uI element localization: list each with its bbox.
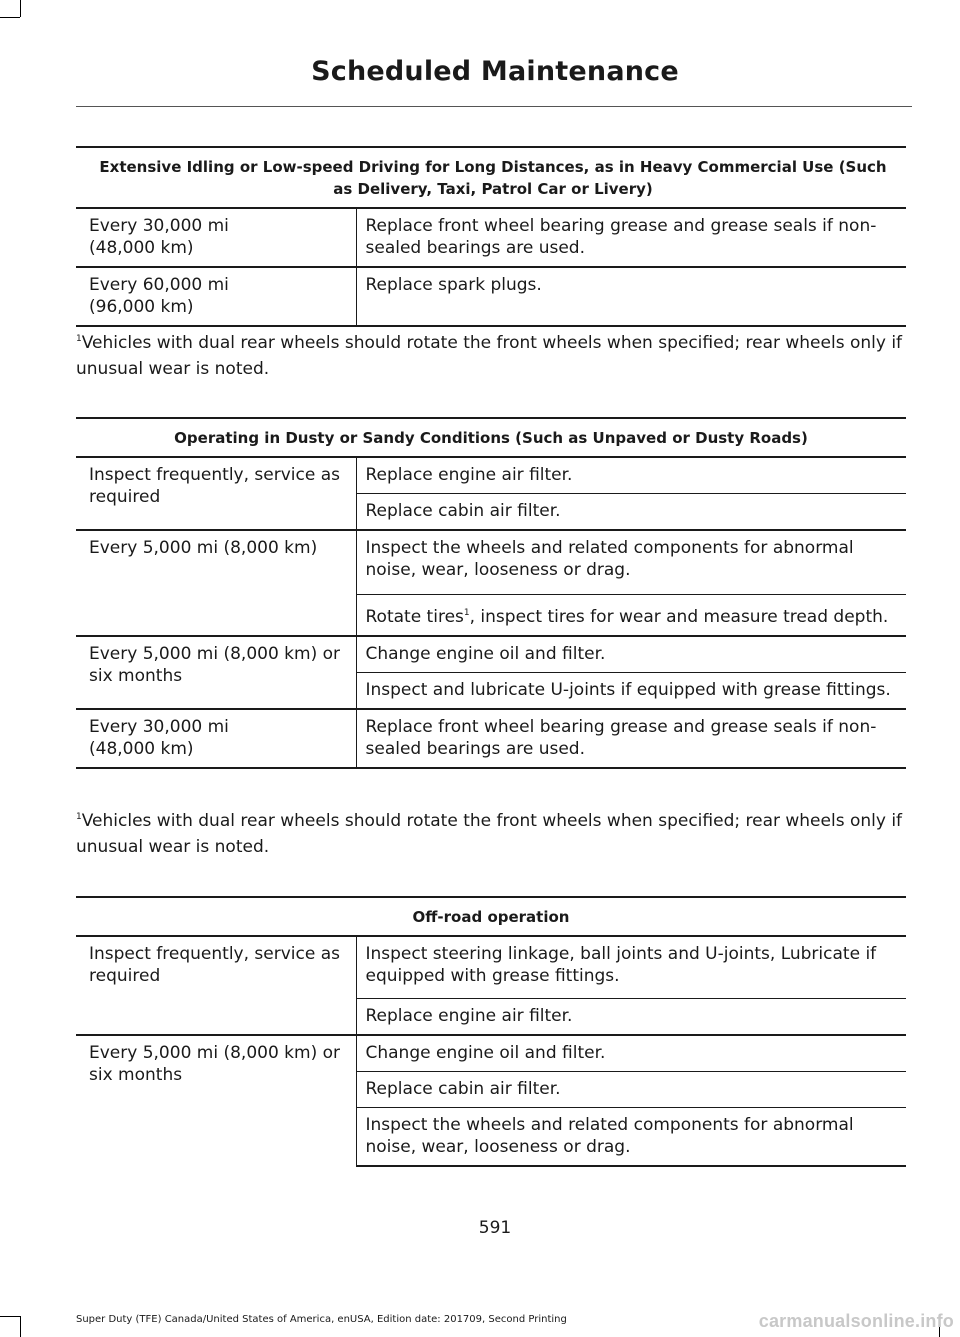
table-row [76, 457, 906, 494]
table-header-row [76, 897, 906, 936]
crop-mark [0, 1316, 20, 1317]
maintenance-table-dusty [76, 417, 906, 769]
interval-cell: Every 5,000 mi (8,000 km) or six months [89, 1043, 341, 1085]
table-row [76, 208, 906, 267]
table-header-row [76, 418, 906, 457]
page-number: 591 [478, 1218, 512, 1238]
table-row [76, 936, 906, 999]
action-cell: Inspect and lubricate U-joints if equipped with grease fittings. [356, 673, 906, 710]
crop-mark [20, 0, 21, 17]
action-cell [356, 595, 906, 637]
table-header-row [76, 147, 906, 208]
table-row [76, 530, 906, 595]
maintenance-table-offroad [76, 896, 906, 1167]
action-cell: Replace engine air filter. [356, 999, 906, 1036]
action-cell: Replace front wheel bearing grease and grease seals if non-sealed bearings are used. [356, 208, 906, 267]
interval-cell: Every 5,000 mi (8,000 km) [76, 530, 356, 636]
action-cell: Replace engine air filter. [356, 457, 906, 494]
action-cell: Replace front wheel bearing grease and grease seals if non-sealed bearings are used. [356, 709, 906, 768]
interval-cell: Inspect frequently, service as required [76, 457, 356, 530]
action-cell: Change engine oil and filter. [356, 1035, 906, 1072]
action-cell: Change engine oil and filter. [356, 636, 906, 673]
edition-footer: Super Duty (TFE) Canada/United States of America, enUSA, Edition date: 201709, Second Printing [76, 1314, 567, 1325]
page-title: Scheduled Maintenance [311, 56, 679, 87]
table-heading: Off-road operation [76, 897, 906, 936]
interval-cell: Every 30,000 mi (48,000 km) [76, 208, 356, 267]
table-row [76, 267, 906, 326]
action-cell: Replace cabin air filter. [356, 494, 906, 531]
footnote [76, 808, 912, 860]
table-row [76, 709, 906, 768]
action-cell: Replace spark plugs. [356, 267, 906, 326]
footnote-marker: 1 [463, 608, 470, 618]
title-divider [76, 106, 912, 107]
rotate-tires-text: Rotate tires [365, 607, 464, 627]
footnote [76, 330, 912, 382]
interval-cell: Every 30,000 mi (48,000 km) [76, 709, 356, 768]
action-cell: Inspect the wheels and related components for abnormal noise, wear, looseness or drag. [356, 1108, 906, 1167]
action-cell: Inspect the wheels and related components for abnormal noise, wear, looseness or drag. [356, 530, 906, 595]
table-heading: Extensive Idling or Low-speed Driving for Long Distances, as in Heavy Commercial Use (Such as Delivery, Taxi, Patrol Car or Livery) [76, 147, 906, 208]
crop-mark [20, 1316, 21, 1337]
crop-mark [0, 17, 20, 18]
table-heading: Operating in Dusty or Sandy Conditions (Such as Unpaved or Dusty Roads) [76, 418, 906, 457]
action-cell: Inspect steering linkage, ball joints and U-joints, Lubricate if equipped with grease fittings. [356, 936, 906, 999]
footnote-text: Vehicles with dual rear wheels should rotate the front wheels when specified; rear wheels only if unusual wear is noted. [76, 333, 903, 379]
interval-cell: Every 5,000 mi (8,000 km) or six months [76, 636, 356, 709]
table-row [76, 1035, 906, 1072]
footnote-text: Vehicles with dual rear wheels should rotate the front wheels when specified; rear wheels only if unusual wear is noted. [76, 811, 903, 857]
table-row [76, 636, 906, 673]
footnote-marker: 1 [76, 812, 82, 822]
action-cell: Replace cabin air filter. [356, 1072, 906, 1108]
maintenance-table-idling [76, 146, 906, 327]
interval-cell: Every 60,000 mi (96,000 km) [76, 267, 356, 326]
interval-cell: Inspect frequently, service as required [76, 936, 356, 1035]
rotate-tires-suffix: , inspect tires for wear and measure tread depth. [469, 607, 889, 627]
footnote-marker: 1 [76, 334, 82, 344]
watermark: carmanualsonline.info [758, 1311, 954, 1331]
